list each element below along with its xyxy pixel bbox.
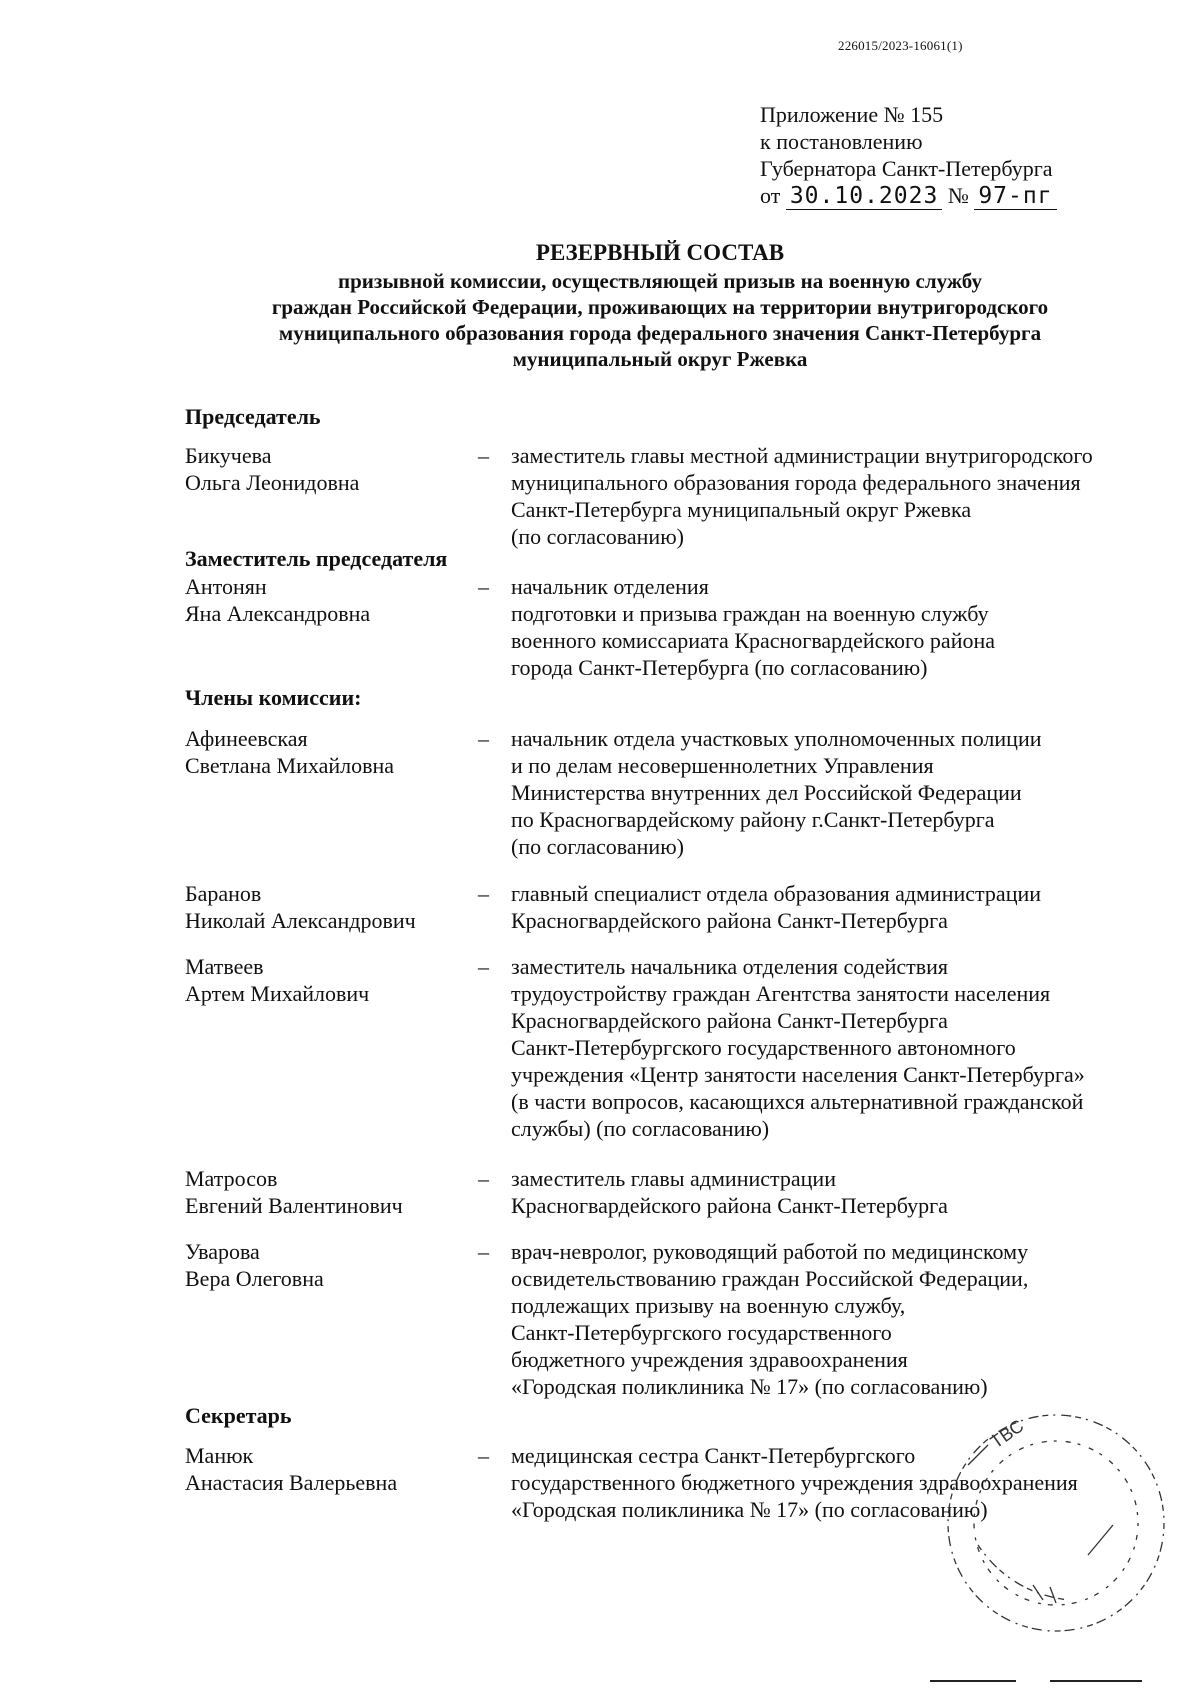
title-main: РЕЗЕРВНЫЙ СОСТАВ bbox=[535, 240, 785, 265]
role-line: службы) (по согласованию) bbox=[511, 1116, 770, 1141]
role-line: освидетельствованию граждан Российской Федерации, bbox=[511, 1266, 1029, 1291]
appendix-header bbox=[760, 101, 1057, 210]
surname: Антонян bbox=[185, 574, 267, 599]
role-line: подлежащих призыву на военную службу, bbox=[511, 1293, 906, 1318]
given-names: Евгений Валентинович bbox=[185, 1193, 403, 1218]
role-line: заместитель начальника отделения содействия bbox=[511, 954, 949, 979]
role-line: «Городская поликлиника № 17» (по согласованию) bbox=[511, 1497, 988, 1522]
role-line: (по согласованию) bbox=[511, 834, 684, 859]
given-names: Артем Михайлович bbox=[185, 981, 370, 1006]
member-role bbox=[511, 1238, 1028, 1400]
number-label: № bbox=[947, 183, 969, 208]
role-line: бюджетного учреждения здравоохранения bbox=[511, 1347, 908, 1372]
section-deputy: Заместитель председателя bbox=[185, 546, 448, 571]
registration-number: 226015/2023-16061(1) bbox=[838, 38, 963, 53]
signature-line bbox=[1050, 1680, 1142, 1682]
from-label: от bbox=[760, 183, 781, 208]
role-line: по Красногвардейскому району г.Санкт-Петербурга bbox=[511, 807, 995, 832]
title-line: муниципальный округ Ржевка bbox=[512, 347, 808, 371]
member-role bbox=[511, 573, 995, 681]
role-line: Санкт-Петербургского государственного автономного bbox=[511, 1035, 1016, 1060]
member-name bbox=[185, 725, 394, 779]
section-secretary: Секретарь bbox=[185, 1403, 292, 1428]
role-line: заместитель главы местной администрации внутригородского bbox=[511, 443, 1093, 468]
given-names: Светлана Михайловна bbox=[185, 753, 395, 778]
role-line: медицинская сестра Санкт-Петербургского bbox=[511, 1443, 916, 1468]
dash: – bbox=[478, 881, 489, 906]
given-names: Николай Александрович bbox=[185, 908, 416, 933]
role-line: заместитель главы администрации bbox=[511, 1166, 836, 1191]
dash: – bbox=[478, 1166, 489, 1191]
role-line: Санкт-Петербургского государственного bbox=[511, 1320, 892, 1345]
role-line: Красногвардейского района Санкт-Петербурга bbox=[511, 1193, 948, 1218]
given-names: Анастасия Валерьевна bbox=[185, 1470, 398, 1495]
surname: Баранов bbox=[185, 881, 262, 906]
member-name bbox=[185, 953, 369, 1007]
member-name bbox=[185, 1238, 324, 1292]
member-name bbox=[185, 1165, 403, 1219]
role-line: государственного бюджетного учреждения здравоохранения bbox=[511, 1470, 1078, 1495]
role-line: Красногвардейского района Санкт-Петербурга bbox=[511, 908, 948, 933]
member-name bbox=[185, 1442, 397, 1496]
section-members: Члены комиссии: bbox=[185, 685, 362, 710]
dash: – bbox=[478, 443, 489, 468]
appendix-ref-line: к постановлению bbox=[760, 129, 923, 154]
appendix-number: Приложение № 155 bbox=[760, 102, 944, 127]
dash: – bbox=[478, 726, 489, 751]
appendix-date-row bbox=[760, 182, 1057, 210]
given-names: Ольга Леонидовна bbox=[185, 470, 360, 495]
surname: Матросов bbox=[185, 1166, 278, 1191]
member-name bbox=[185, 573, 370, 627]
stamp-text: ТВС bbox=[986, 1415, 1028, 1453]
role-line: Красногвардейского района Санкт-Петербурга bbox=[511, 1008, 948, 1033]
title-line: призывной комиссии, осуществляющей призыв на военную службу bbox=[338, 269, 982, 293]
role-line: муниципального образования города федерального значения bbox=[511, 470, 1081, 495]
surname: Афинеевская bbox=[185, 726, 308, 751]
member-role bbox=[511, 953, 1085, 1142]
role-line: начальник отделения bbox=[511, 574, 709, 599]
member-role bbox=[511, 1165, 948, 1219]
title-line: муниципального образования города федерального значения Санкт-Петербурга bbox=[278, 321, 1042, 345]
dash: – bbox=[478, 1443, 489, 1468]
role-line: главный специалист отдела образования администрации bbox=[511, 881, 1042, 906]
surname: Манюк bbox=[185, 1443, 254, 1468]
dash: – bbox=[478, 1239, 489, 1264]
title-line: граждан Российской Федерации, проживающих на территории внутригородского bbox=[271, 295, 1049, 319]
role-line: Министерства внутренних дел Российской Федерации bbox=[511, 780, 1022, 805]
member-role bbox=[511, 725, 1042, 860]
member-name bbox=[185, 442, 359, 496]
member-name bbox=[185, 880, 416, 934]
appendix-governor-line: Губернатора Санкт-Петербурга bbox=[760, 156, 1053, 181]
role-line: (по согласованию) bbox=[511, 524, 684, 549]
dash: – bbox=[478, 574, 489, 599]
role-line: врач-невролог, руководящий работой по медицинскому bbox=[511, 1239, 1029, 1264]
role-line: военного комиссариата Красногвардейского района bbox=[511, 628, 996, 653]
role-line: (в части вопросов, касающихся альтернативной гражданской bbox=[511, 1089, 1084, 1114]
role-line: подготовки и призыва граждан на военную службу bbox=[511, 601, 989, 626]
surname: Бикучева bbox=[185, 443, 272, 468]
seal-stamp bbox=[938, 1405, 1178, 1645]
section-chairman: Председатель bbox=[185, 404, 321, 429]
role-line: трудоустройству граждан Агентства занятости населения bbox=[511, 981, 1051, 1006]
member-role bbox=[511, 880, 1041, 934]
dash: – bbox=[478, 954, 489, 979]
surname: Матвеев bbox=[185, 954, 264, 979]
signature-line bbox=[930, 1680, 1016, 1682]
role-line: города Санкт-Петербурга (по согласованию) bbox=[511, 655, 928, 680]
given-names: Яна Александровна bbox=[185, 601, 371, 626]
decree-number: 97-пг bbox=[974, 183, 1056, 210]
member-role bbox=[511, 442, 1093, 550]
role-line: «Городская поликлиника № 17» (по согласованию) bbox=[511, 1374, 988, 1399]
document-title bbox=[0, 238, 1200, 372]
role-line: Санкт-Петербурга муниципальный округ Ржевка bbox=[511, 497, 972, 522]
decree-date: 30.10.2023 bbox=[786, 183, 942, 210]
role-line: начальник отдела участковых уполномоченных полиции bbox=[511, 726, 1042, 751]
given-names: Вера Олеговна bbox=[185, 1266, 324, 1291]
role-line: и по делам несовершеннолетних Управления bbox=[511, 753, 934, 778]
role-line: учреждения «Центр занятости населения Санкт-Петербурга» bbox=[511, 1062, 1085, 1087]
surname: Уварова bbox=[185, 1239, 260, 1264]
